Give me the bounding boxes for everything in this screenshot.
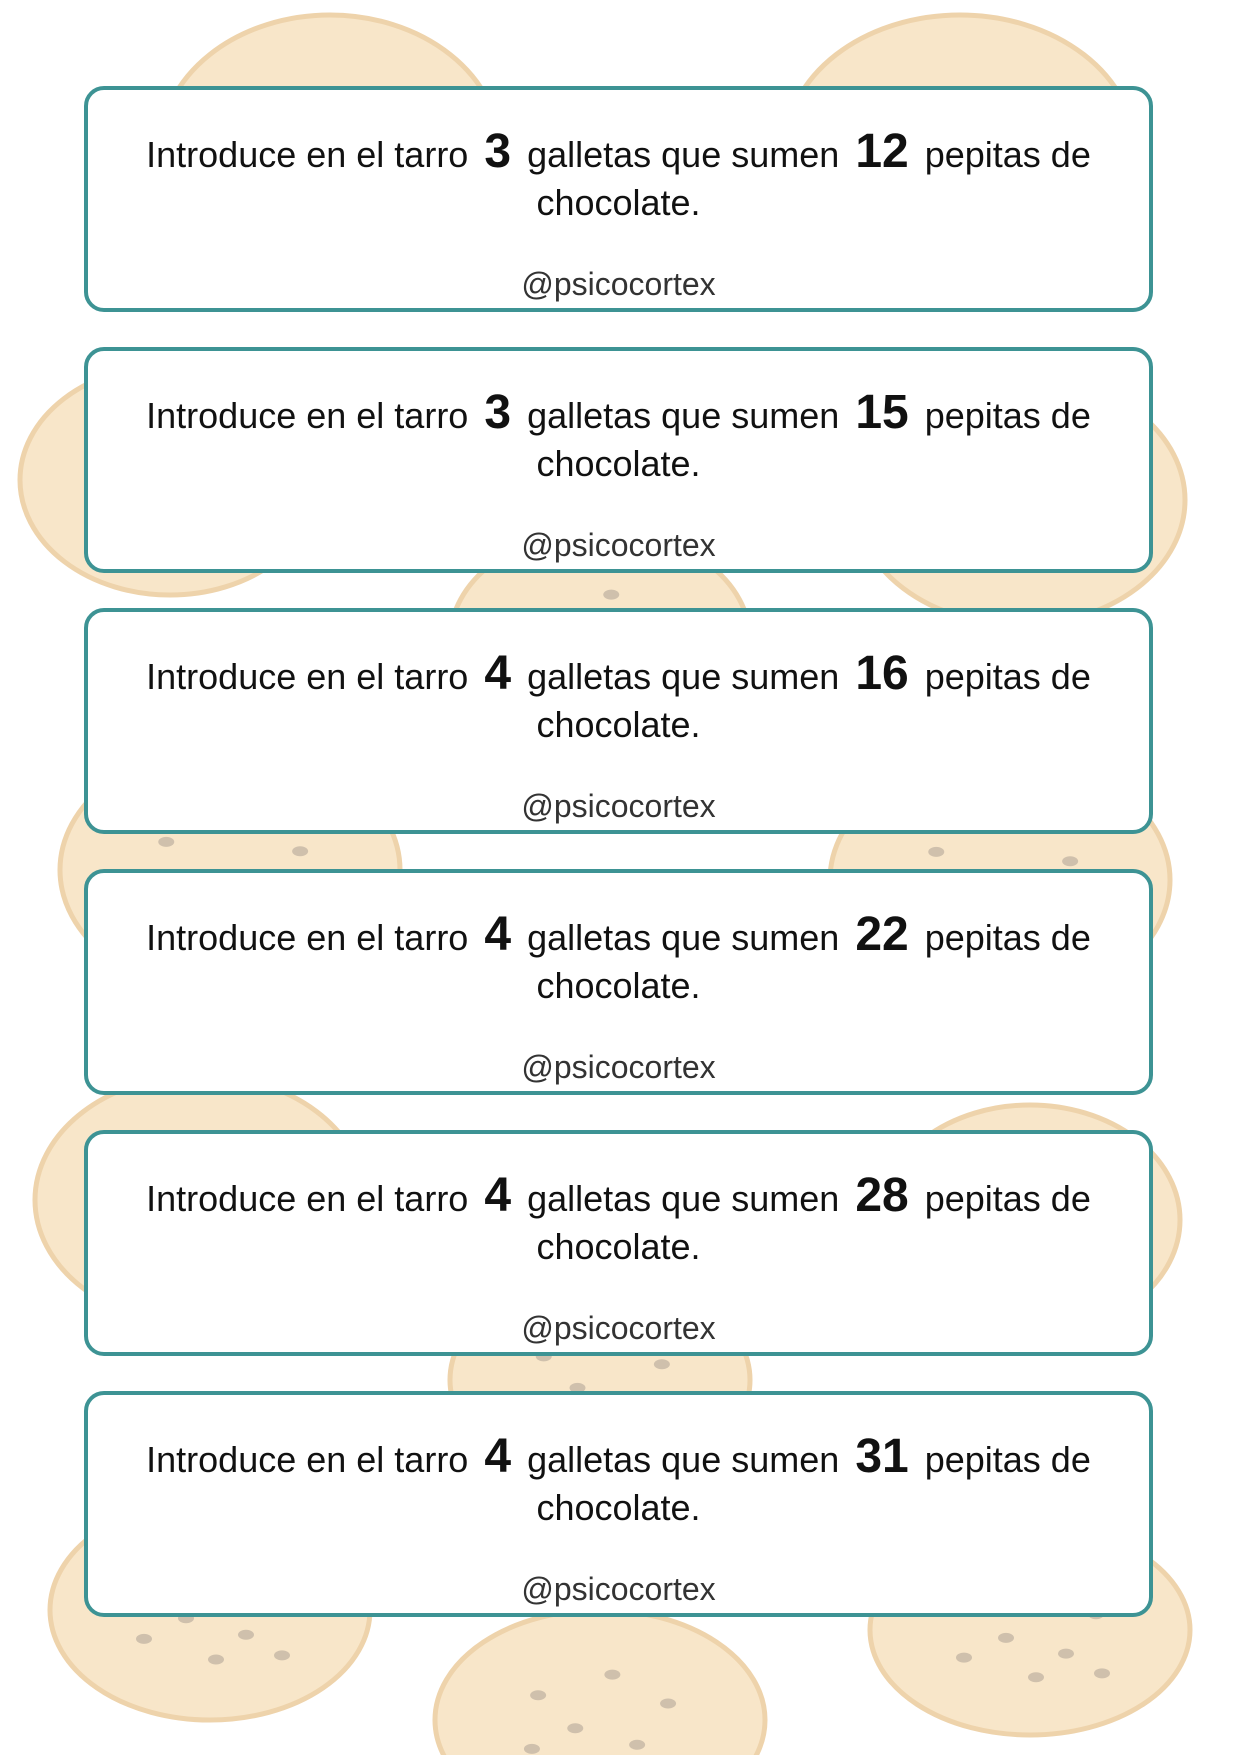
- task-middle: galletas que sumen: [527, 656, 840, 697]
- task-middle: galletas que sumen: [527, 917, 840, 958]
- chocolate-chip: [654, 1359, 670, 1369]
- author-handle: @psicocortex: [521, 1571, 716, 1607]
- task-text: [128, 1169, 1109, 1271]
- cookie-count: 4: [484, 1430, 512, 1483]
- task-card-1: [84, 86, 1153, 312]
- chocolate-chip: [136, 1634, 152, 1644]
- chocolate-chip: [524, 1744, 540, 1754]
- task-suffix: pepitas de chocolate.: [536, 656, 1091, 745]
- chocolate-chip: [629, 1740, 645, 1750]
- chip-total: 12: [855, 125, 909, 178]
- task-prefix: Introduce en el tarro: [146, 1178, 469, 1219]
- chocolate-chip: [1028, 1672, 1044, 1682]
- task-middle: galletas que sumen: [527, 1439, 840, 1480]
- chip-total: 16: [855, 647, 909, 700]
- author-handle: @psicocortex: [521, 1049, 716, 1085]
- chip-total: 31: [855, 1430, 909, 1483]
- cookie-count: 4: [484, 1169, 512, 1222]
- chocolate-chip: [1094, 1668, 1110, 1678]
- task-middle: galletas que sumen: [527, 395, 840, 436]
- task-card-4: [84, 869, 1153, 1095]
- chip-total: 22: [855, 908, 909, 961]
- chocolate-chip: [208, 1655, 224, 1665]
- chip-total: 15: [855, 386, 909, 439]
- chocolate-chip: [1058, 1649, 1074, 1659]
- task-prefix: Introduce en el tarro: [146, 134, 469, 175]
- task-card-2: [84, 347, 1153, 573]
- author-handle: @psicocortex: [521, 266, 716, 302]
- task-card-6: [84, 1391, 1153, 1617]
- task-text: [128, 386, 1109, 488]
- task-prefix: Introduce en el tarro: [146, 917, 469, 958]
- task-middle: galletas que sumen: [527, 1178, 840, 1219]
- task-suffix: pepitas de chocolate.: [536, 1439, 1091, 1528]
- chocolate-chip: [567, 1723, 583, 1733]
- author-handle: @psicocortex: [521, 527, 716, 563]
- task-card-3: [84, 608, 1153, 834]
- task-suffix: pepitas de chocolate.: [536, 134, 1091, 223]
- task-suffix: pepitas de chocolate.: [536, 1178, 1091, 1267]
- task-card-5: [84, 1130, 1153, 1356]
- chocolate-chip: [530, 1690, 546, 1700]
- cookie-count: 3: [484, 125, 512, 178]
- task-suffix: pepitas de chocolate.: [536, 917, 1091, 1006]
- task-text: [128, 908, 1109, 1010]
- chocolate-chip: [956, 1653, 972, 1663]
- task-prefix: Introduce en el tarro: [146, 656, 469, 697]
- cookie-count: 4: [484, 647, 512, 700]
- chocolate-chip: [928, 847, 944, 857]
- author-handle: @psicocortex: [521, 1310, 716, 1346]
- task-text: [128, 1430, 1109, 1532]
- task-prefix: Introduce en el tarro: [146, 1439, 469, 1480]
- chocolate-chip: [660, 1699, 676, 1709]
- task-suffix: pepitas de chocolate.: [536, 395, 1091, 484]
- chip-total: 28: [855, 1169, 909, 1222]
- cookie-icon: [435, 1610, 765, 1755]
- chocolate-chip: [998, 1633, 1014, 1643]
- cookie-count: 3: [484, 386, 512, 439]
- chocolate-chip: [292, 846, 308, 856]
- chocolate-chip: [604, 1670, 620, 1680]
- task-text: [128, 125, 1109, 227]
- task-text: [128, 647, 1109, 749]
- chocolate-chip: [603, 590, 619, 600]
- task-middle: galletas que sumen: [527, 134, 840, 175]
- chocolate-chip: [158, 837, 174, 847]
- task-prefix: Introduce en el tarro: [146, 395, 469, 436]
- chocolate-chip: [274, 1650, 290, 1660]
- chocolate-chip: [1062, 856, 1078, 866]
- author-handle: @psicocortex: [521, 788, 716, 824]
- cookie-count: 4: [484, 908, 512, 961]
- chocolate-chip: [238, 1630, 254, 1640]
